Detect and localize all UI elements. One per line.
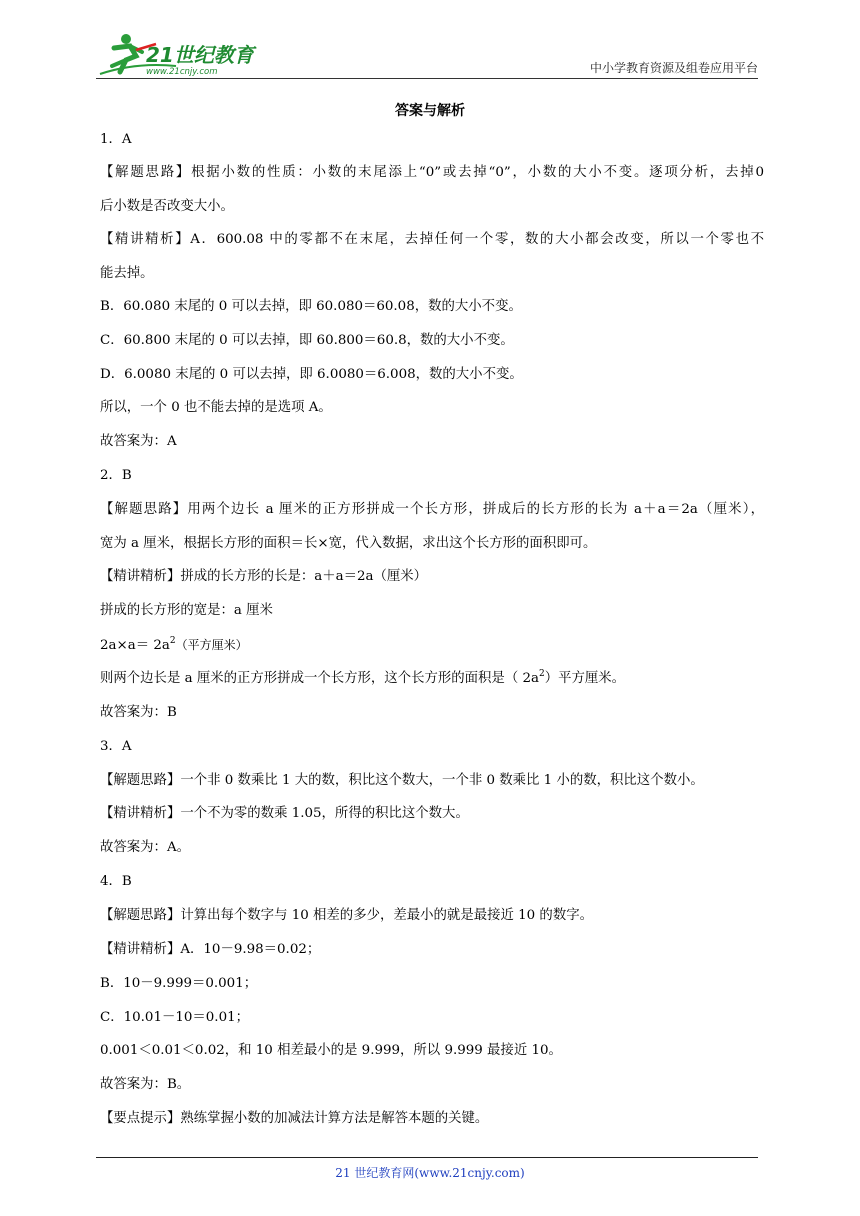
paragraph-line: 【精讲精析】一个不为零的数乘 1.05，所得的积比这个数大。 (100, 806, 469, 821)
formula-unit: （平方厘米） (175, 638, 248, 652)
paragraph-line: 【解题思路】一个非 0 数乘比 1 大的数，积比这个数大，一个非 0 数乘比 1 小的数，积比这个数小。 (100, 773, 704, 788)
formula-main: 2a×a＝ 2a (100, 638, 170, 653)
paragraph-line: C．10.01－10＝0.01； (100, 1010, 249, 1025)
svg-text:21世纪教育: 21世纪教育 (146, 43, 254, 67)
paragraph-line: 0.001＜0.01＜0.02，和 10 相差最小的是 9.999，所以 9.999 最接近 10。 (100, 1043, 562, 1058)
answer-number: 4．B (100, 874, 132, 889)
paragraph-line: 【解题思路】用两个边长 a 厘米的正方形拼成一个长方形，拼成后的长方形的长为 a＋a＝2a（厘米）， (100, 502, 764, 517)
platform-name: 中小学教育资源及组卷应用平台 (589, 61, 758, 75)
page-title: 答案与解析 (395, 103, 465, 119)
footer-link[interactable]: 21 世纪教育网(www.21cnjy.com) (335, 1166, 525, 1180)
paragraph-line: 【精讲精析】A．600.08 中的零都不在末尾，去掉任何一个零，数的大小都会改变，所以一个零也不 (100, 232, 764, 247)
answer-line: 故答案为：A。 (100, 840, 191, 855)
footer-divider (96, 1157, 758, 1158)
formula-line (100, 635, 764, 656)
paragraph-line: 能去掉。 (100, 266, 154, 281)
answer-number: 1．A (100, 132, 132, 147)
answer-line: 故答案为：A (100, 434, 177, 449)
paragraph-line: 【解题思路】根据小数的性质：小数的末尾添上“0”或去掉“0”，小数的大小不变。逐项分析，去掉0 (100, 165, 764, 180)
paragraph-line: 宽为 a 厘米，根据长方形的面积＝长×宽，代入数据，求出这个长方形的面积即可。 (100, 536, 597, 551)
answer-number: 3．A (100, 739, 132, 754)
answer-number: 2．B (100, 468, 132, 483)
superscript: 2 (169, 636, 176, 646)
paragraph-line: C．60.800 末尾的 0 可以去掉，即 60.800＝60.8，数的大小不变。 (100, 333, 514, 348)
paragraph-line: 【要点提示】熟练掌握小数的加减法计算方法是解答本题的关键。 (100, 1111, 489, 1126)
paragraph-line: 后小数是否改变大小。 (100, 199, 234, 214)
paragraph-line (100, 669, 764, 689)
page-header (96, 30, 758, 78)
paragraph-line: 【解题思路】计算出每个数字与 10 相差的多少，差最小的就是最接近 10 的数字。 (100, 908, 593, 923)
paragraph-line: 【精讲精析】A．10－9.98＝0.02； (100, 942, 321, 957)
svg-text:www.21cnjy.com: www.21cnjy.com (146, 67, 218, 77)
paragraph-line: B．60.080 末尾的 0 可以去掉，即 60.080＝60.08，数的大小不变。 (100, 299, 522, 314)
answer-line: 故答案为：B (100, 705, 177, 720)
paragraph-line: B．10－9.999＝0.001； (100, 976, 258, 991)
header-divider (96, 78, 758, 79)
paragraph-line: 【精讲精析】拼成的长方形的长是：a＋a＝2a（厘米） (100, 569, 428, 584)
paragraph-tail: ）平方厘米。 (544, 671, 626, 686)
answer-line: 故答案为：B。 (100, 1077, 191, 1092)
paragraph-line: D．6.0080 末尾的 0 可以去掉，即 6.0080＝6.008，数的大小不变。 (100, 367, 523, 382)
paragraph-line: 拼成的长方形的宽是：a 厘米 (100, 603, 273, 618)
paragraph-line: 所以，一个 0 也不能去掉的是选项 A。 (100, 400, 332, 415)
site-logo[interactable] (96, 30, 266, 80)
paragraph-text: 则两个边长是 a 厘米的正方形拼成一个长方形，这个长方形的面积是（ 2a (100, 671, 539, 686)
superscript: 2 (538, 669, 545, 679)
